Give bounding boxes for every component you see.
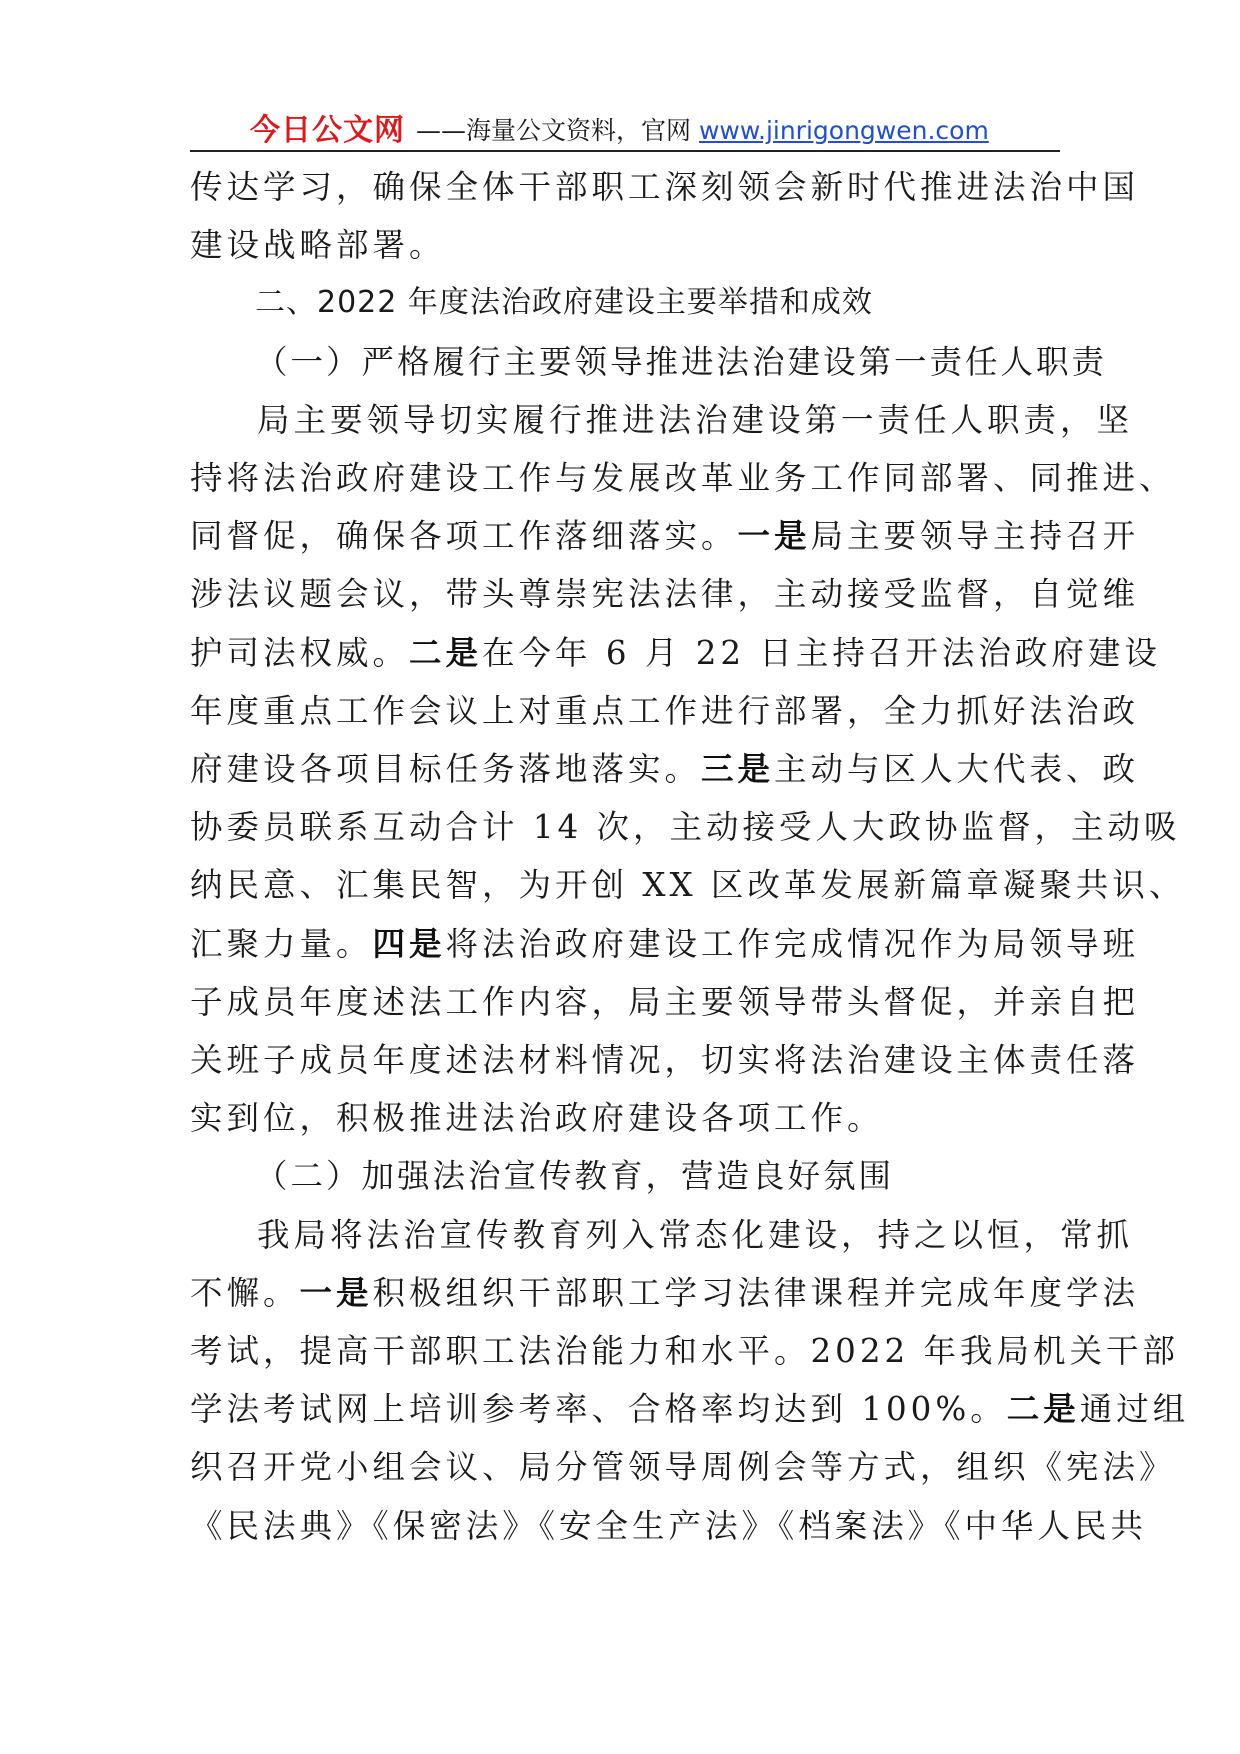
text-run: 主动与区人大代表、政: [774, 750, 1140, 789]
text-line: [190, 915, 1140, 973]
text-run: 在今年 6 月 22 日主持召开法治政府建设: [482, 633, 1161, 672]
text-line: 建设战略部署。: [190, 226, 446, 265]
brand-logo-text: 今日公文网: [250, 113, 405, 148]
bold-marker: 三是: [701, 749, 775, 789]
text-line: 涉法议题会议，带头尊崇宪法法律，主动接受监督，自觉维: [190, 575, 1140, 614]
bold-marker: 二是: [1006, 1389, 1080, 1429]
tagline-text: ——海量公文资料，官网: [416, 116, 699, 145]
bold-marker: 四是: [372, 923, 446, 963]
text-line: 局主要领导切实履行推进法治建设第一责任人职责，坚: [257, 400, 1134, 439]
text-line: 纳民意、汇集民智，为开创 XX 区改革发展新篇章凝聚共识、: [190, 866, 1186, 905]
text-line: 织召开党小组会议、局分管领导周例会等方式，组织《宪法》: [190, 1448, 1176, 1487]
bold-marker: 一是: [299, 1272, 373, 1312]
header-tagline: [416, 111, 989, 147]
document-body: [190, 158, 1190, 1555]
text-run: 积极组织干部职工学习法律课程并完成年度学法: [372, 1273, 1140, 1312]
text-line: [190, 1264, 1140, 1322]
text-run: 不懈。: [190, 1273, 300, 1312]
text-line: 我局将法治宣传教育列入常态化建设，持之以恒，常抓: [257, 1215, 1134, 1254]
section-heading: 二、2022 年度法治政府建设主要举措和成效: [255, 285, 873, 321]
text-line: 《民法典》《保密法》《安全生产法》《档案法》《中华人民共: [190, 1506, 1148, 1545]
text-line: 持将法治政府建设工作与发展改革业务工作同部署、同推进、: [190, 459, 1176, 498]
text-line: 考试，提高干部职工法治能力和水平。2022 年我局机关干部: [190, 1332, 1180, 1371]
text-run: 汇聚力量。: [190, 924, 373, 963]
bold-marker: 二是: [409, 632, 483, 672]
header-divider: [190, 150, 1060, 152]
text-line: [190, 740, 1140, 798]
text-run: 学法考试网上培训参考率、合格率均达到 100%。: [190, 1390, 1007, 1429]
bold-marker: 一是: [737, 516, 811, 556]
text-line: 传达学习，确保全体干部职工深刻领会新时代推进法治中国: [190, 168, 1140, 206]
text-line: 子成员年度述法工作内容，局主要领导带头督促，并亲自把: [190, 982, 1140, 1021]
text-run: 局主要领导主持召开: [810, 517, 1140, 556]
text-line: [190, 507, 1140, 565]
text-run: 将法治政府建设工作完成情况作为局领导班: [445, 924, 1140, 963]
text-run: 护司法权威。: [190, 633, 410, 672]
text-line: 年度重点工作会议上对重点工作进行部署，全力抓好法治政: [190, 691, 1140, 730]
text-line: 协委员联系互动合计 14 次，主动接受人大政协监督，主动吸: [190, 808, 1181, 847]
page-header: [190, 105, 1060, 151]
text-line: 关班子成员年度述法材料情况，切实将法治建设主体责任落: [190, 1041, 1140, 1080]
text-line: [190, 624, 1161, 682]
text-line: [190, 1380, 1190, 1438]
text-run: 通过组: [1079, 1390, 1190, 1429]
subsection-heading: （二）加强法治宣传教育，营造良好氛围: [255, 1157, 895, 1196]
text-line: 实到位，积极推进法治政府建设各项工作。: [190, 1099, 884, 1138]
website-link[interactable]: www.jinrigongwen.com: [698, 116, 989, 145]
subsection-heading: （一）严格履行主要领导推进法治建设第一责任人职责: [255, 342, 1108, 381]
text-run: 府建设各项目标任务落地落实。: [190, 750, 702, 789]
text-run: 同督促，确保各项工作落细落实。: [190, 517, 738, 556]
